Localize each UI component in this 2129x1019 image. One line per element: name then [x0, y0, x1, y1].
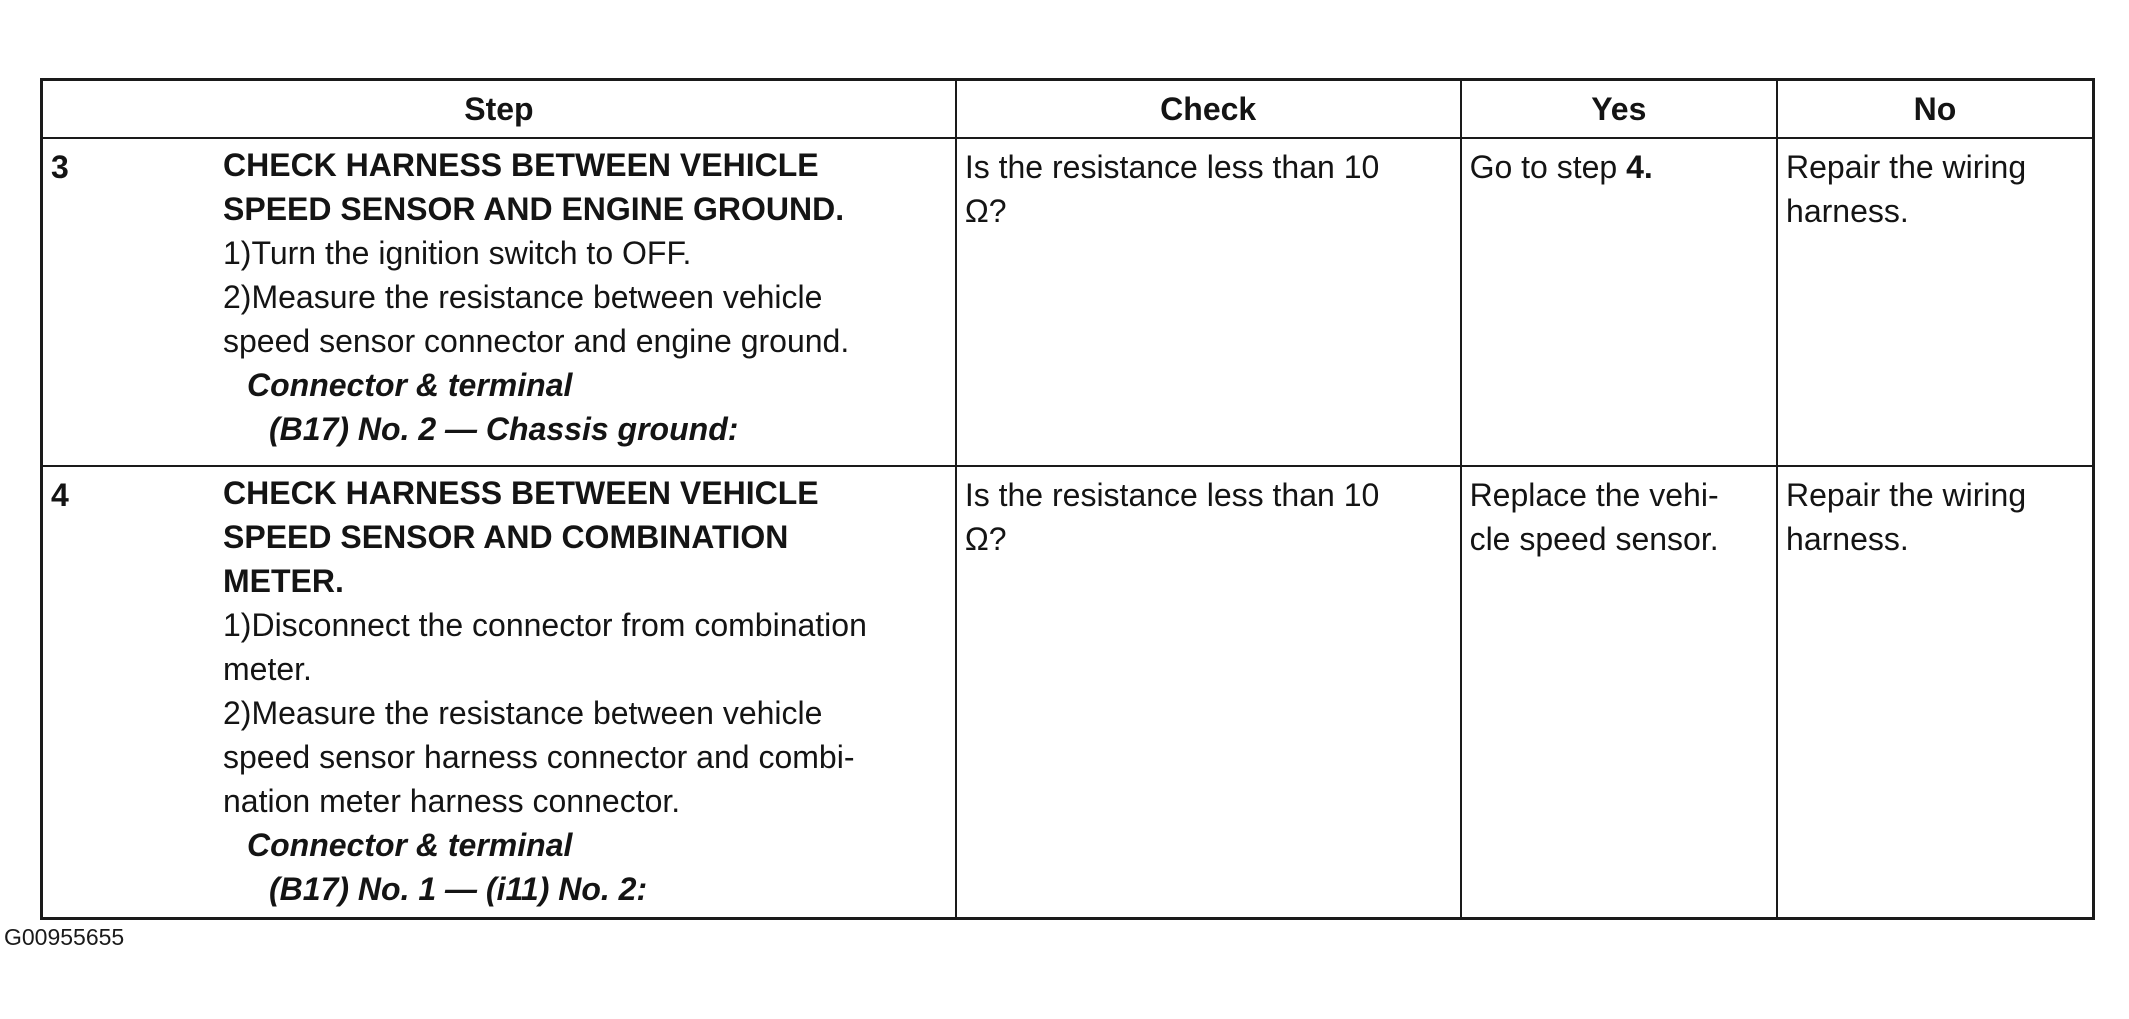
table-row: [42, 466, 2094, 919]
step-title-line: CHECK HARNESS BETWEEN VEHICLE: [223, 475, 819, 511]
instruction-number: 1: [223, 607, 241, 643]
step-title-line: SPEED SENSOR AND COMBINATION: [223, 519, 789, 555]
step-title-line: SPEED SENSOR AND ENGINE GROUND.: [223, 191, 845, 227]
header-check: Check: [956, 80, 1461, 139]
instruction-text: )Disconnect the connector from combination: [240, 607, 867, 643]
header-no: No: [1777, 80, 2093, 139]
instruction-text: )Measure the resistance between vehicle: [240, 279, 823, 315]
step-title-line: CHECK HARNESS BETWEEN VEHICLE: [223, 147, 819, 183]
yes-cell: [1461, 138, 1777, 466]
check-line: Ω?: [964, 193, 1007, 229]
instruction-line: meter.: [223, 651, 312, 687]
step-number: 4: [51, 477, 69, 513]
check-cell: [956, 138, 1461, 466]
step-cell: [42, 138, 956, 466]
step-number: 3: [51, 149, 69, 185]
check-cell: [956, 466, 1461, 919]
connector-title: Connector & terminal: [247, 827, 573, 863]
instruction-number: 2: [223, 279, 241, 315]
instruction-text: )Measure the resistance between vehicle: [240, 695, 823, 731]
connector-title: Connector & terminal: [247, 367, 573, 403]
instruction-line: nation meter harness connector.: [223, 783, 681, 819]
step-title-line: METER.: [223, 563, 344, 599]
check-line: Is the resistance less than 10: [964, 477, 1380, 513]
no-cell: [1777, 466, 2093, 919]
instruction-line: [223, 231, 958, 275]
connector-value: (B17) No. 1 — (i11) No. 2:: [269, 871, 648, 907]
instruction-text: )Turn the ignition switch to OFF.: [240, 235, 692, 271]
yes-step-ref: 4.: [1626, 149, 1653, 185]
yes-text: Go to step: [1469, 149, 1627, 185]
no-line: harness.: [1786, 193, 1909, 229]
no-line: Repair the wiring: [1786, 149, 2027, 185]
instruction-number: 1: [223, 235, 241, 271]
connector-value: (B17) No. 2 — Chassis ground:: [269, 411, 739, 447]
table-header-row: [42, 80, 2094, 139]
header-yes: Yes: [1461, 80, 1777, 139]
diagnostic-table: [40, 78, 2095, 920]
figure-code: G00955655: [4, 924, 125, 950]
step-cell: [42, 466, 956, 919]
no-line: Repair the wiring: [1786, 477, 2027, 513]
no-line: harness.: [1786, 521, 1909, 557]
instruction-line: speed sensor harness connector and combi-: [223, 739, 855, 775]
instruction-line: [223, 691, 958, 735]
yes-cell: [1461, 466, 1777, 919]
instruction-line: speed sensor connector and engine ground.: [223, 323, 850, 359]
instruction-line: [223, 275, 958, 319]
check-line: Ω?: [964, 521, 1007, 557]
no-cell: [1777, 138, 2093, 466]
header-step: Step: [42, 80, 956, 139]
instruction-line: [223, 603, 958, 647]
table-row: [42, 138, 2094, 466]
instruction-number: 2: [223, 695, 241, 731]
check-line: Is the resistance less than 10: [964, 149, 1380, 185]
yes-line: Replace the vehi-: [1469, 477, 1719, 513]
yes-line: cle speed sensor.: [1469, 521, 1719, 557]
step-body: [223, 143, 958, 451]
step-body: [223, 471, 958, 911]
